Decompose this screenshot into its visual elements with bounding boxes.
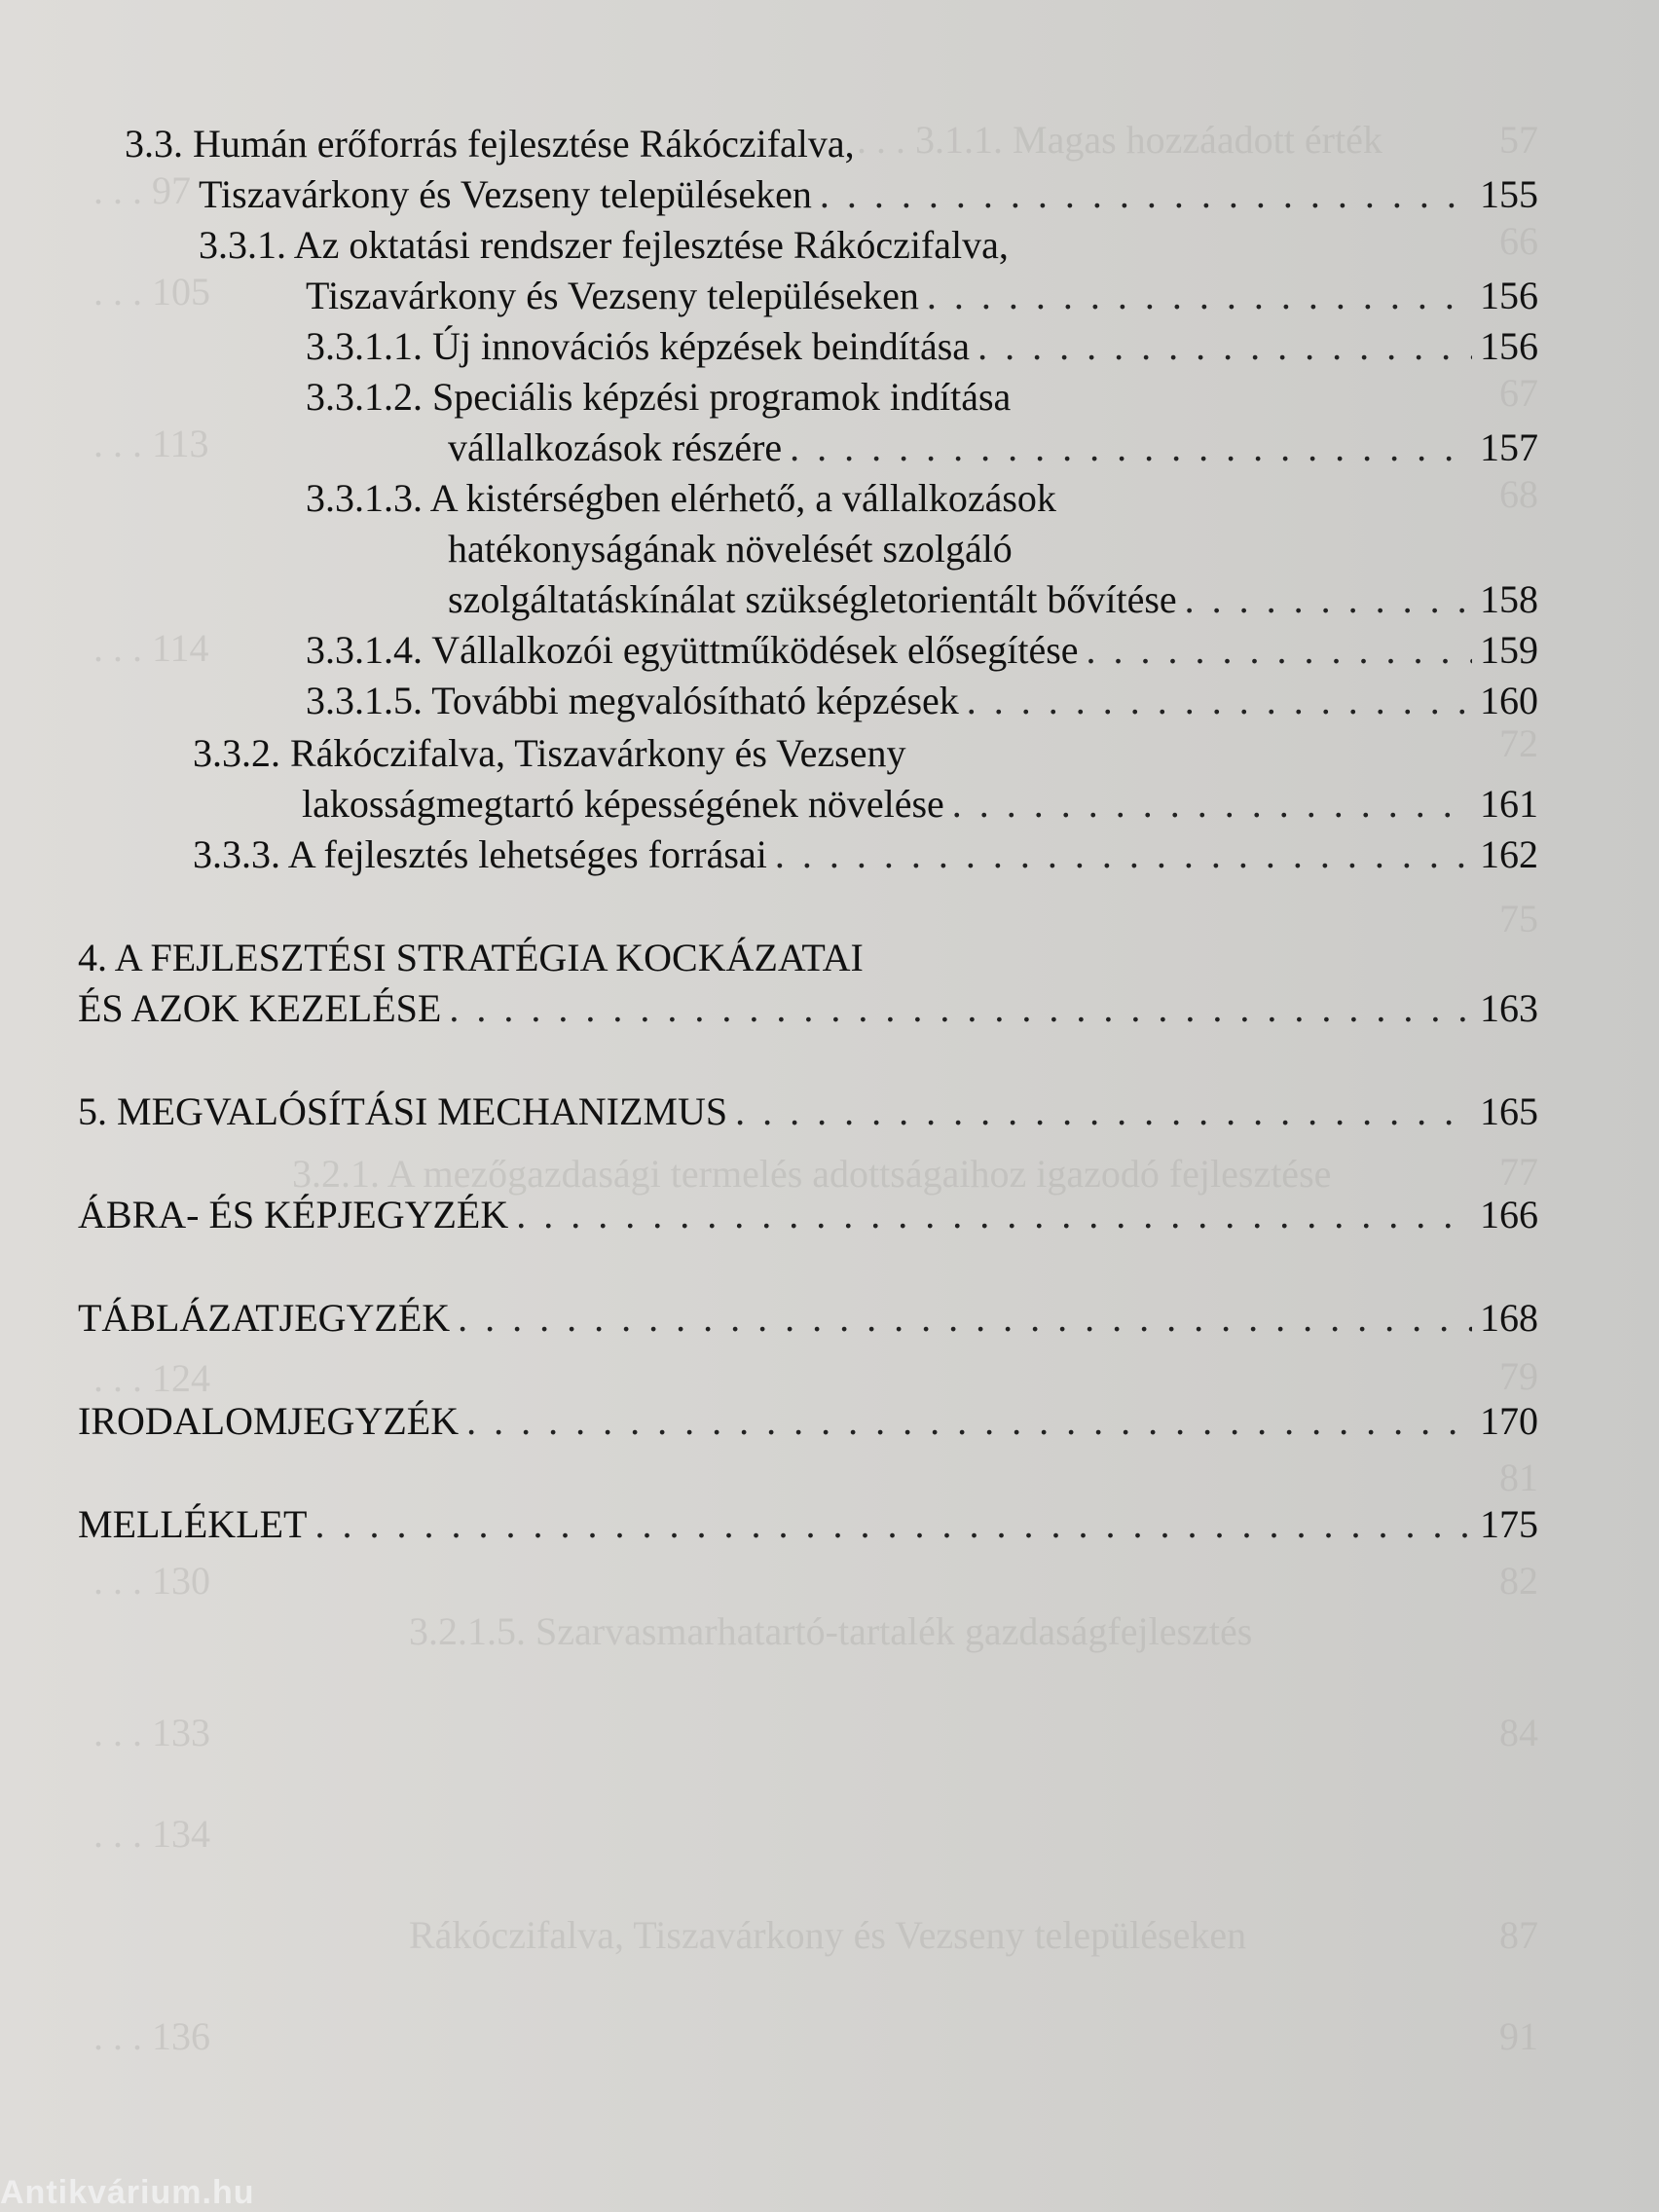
toc-entry-3-3-1-4-title: 3.3.1.4. Vállalkozói együttműködések elősegítése — [306, 628, 1079, 672]
toc-entry-bibliography-title: IRODALOMJEGYZÉK — [78, 1399, 460, 1443]
toc-entry-figures-title: ÁBRA- ÉS KÉPJEGYZÉK — [78, 1193, 509, 1236]
leader-dots — [952, 779, 1472, 830]
leader-dots — [466, 1396, 1472, 1447]
toc-entry-3-3-1-title: 3.3.1. Az oktatási rendszer fejlesztése Rákóczifalva, — [199, 223, 1009, 267]
toc-entry-tables[interactable] — [78, 1293, 1538, 1344]
toc-entry-5-title: 5. MEGVALÓSÍTÁSI MECHANIZMUS — [78, 1089, 728, 1133]
page-number: 175 — [1480, 1502, 1538, 1546]
page-number: 170 — [1480, 1399, 1538, 1443]
leader-dots — [775, 830, 1472, 880]
leader-dots — [458, 1293, 1472, 1344]
toc-entry-3-3-1-2-title-cont: vállalkozások részére — [448, 425, 783, 469]
toc-entry-tables-title: TÁBLÁZATJEGYZÉK — [78, 1296, 451, 1340]
toc-entry-4-title: 4. A FEJLESZTÉSI STRATÉGIA KOCKÁZATAI — [78, 936, 864, 979]
leader-dots — [315, 1499, 1473, 1550]
toc-entry-3-3-1[interactable] — [306, 271, 1538, 321]
toc-entry-3-3-3[interactable] — [193, 830, 1538, 880]
page-number: 158 — [1480, 577, 1538, 621]
page-number: 161 — [1480, 782, 1538, 826]
toc-entry-appendix-title: MELLÉKLET — [78, 1502, 308, 1546]
toc-entry-3-3-1-1-title: 3.3.1.1. Új innovációs képzések beindítása — [306, 324, 971, 368]
toc-entry-3-3-1-4[interactable] — [306, 625, 1538, 676]
leader-dots — [516, 1190, 1472, 1240]
leader-dots — [927, 271, 1472, 321]
page-number: 155 — [1480, 172, 1538, 216]
toc-entry-4[interactable] — [78, 983, 1538, 1034]
toc-entry-3-3-3-title: 3.3.3. A fejlesztés lehetséges forrásai — [193, 832, 767, 876]
toc-entry-3-3-1-5[interactable] — [306, 676, 1538, 726]
leader-dots — [449, 983, 1472, 1034]
toc-entry-3-3-2-title: 3.3.2. Rákóczifalva, Tiszavárkony és Vezseny — [193, 731, 906, 775]
leader-dots — [820, 169, 1472, 220]
leader-dots — [1185, 574, 1472, 625]
page-number: 156 — [1480, 274, 1538, 317]
toc-entry-3-3-1-3-title-cont: hatékonyságának növelését szolgáló — [448, 527, 1013, 571]
leader-dots — [735, 1087, 1472, 1137]
toc-entry-3-3-1-2[interactable] — [448, 423, 1538, 473]
leader-dots — [977, 321, 1472, 372]
toc-entry-3-3-1-5-title: 3.3.1.5. További megvalósítható képzések — [306, 679, 959, 722]
toc-entry-3-3-2[interactable] — [302, 779, 1538, 830]
page-number: 162 — [1480, 832, 1538, 876]
toc-entry-3-3-title: 3.3. Humán erőforrás fejlesztése Rákóczifalva, — [125, 122, 855, 166]
toc-entry-5[interactable] — [78, 1087, 1538, 1137]
leader-dots — [1087, 625, 1472, 676]
toc-entry-3-3-title-cont: Tiszavárkony és Vezseny településeken — [199, 172, 812, 216]
toc-entry-4-title-cont: ÉS AZOK KEZELÉSE — [78, 986, 442, 1030]
page-number: 157 — [1480, 425, 1538, 469]
page-number: 163 — [1480, 986, 1538, 1030]
toc-entry-bibliography[interactable] — [78, 1396, 1538, 1447]
toc-entry-appendix[interactable] — [78, 1499, 1538, 1550]
toc-entry-3-3-1-2-title: 3.3.1.2. Speciális képzési programok indítása — [306, 375, 1012, 419]
toc-entry-3-3-1-3[interactable] — [448, 574, 1538, 625]
toc-entry-3-3-1-3-title-end: szolgáltatáskínálat szükségletorientált bővítése — [448, 577, 1177, 621]
toc-entry-3-3-2-title-cont: lakosságmegtartó képességének növelése — [302, 782, 944, 826]
page-number: 156 — [1480, 324, 1538, 368]
page-number: 166 — [1480, 1193, 1538, 1236]
toc-entry-3-3-1-1[interactable] — [306, 321, 1538, 372]
page-number: 160 — [1480, 679, 1538, 722]
page-number: 168 — [1480, 1296, 1538, 1340]
reverse-page-show-through: . . . 3.1.1. Magas hozzáadott érték 57 66 67 68 72 75 77 79 81 82 84 87 91 . . . 97 . . . 105 . . . 113 . . . 114 . . . 124 . . . 130 . . . 133 . . . 134 . . . 136 3.2.1. A mezőgazdasági termelés adottságaihoz igazodó fejlesztése 3.2.1.5. Szarvasmarhatartó-tartalék gazdaságfejlesztés Rákóczifalva, Tiszavárkony és Vezseny településeken — [93, 118, 1538, 2058]
leader-dots — [967, 676, 1472, 726]
toc-entry-figures[interactable] — [78, 1190, 1538, 1240]
toc-entry-3-3-1-3-title: 3.3.1.3. A kistérségben elérhető, a vállalkozások — [306, 476, 1056, 520]
watermark-text: Antikvárium.hu — [0, 2174, 255, 2211]
toc-entry-3-3-1-title-cont: Tiszavárkony és Vezseny településeken — [306, 274, 919, 317]
toc-entry-3-3[interactable] — [199, 169, 1538, 220]
leader-dots — [790, 423, 1472, 473]
page-number: 159 — [1480, 628, 1538, 672]
page-number: 165 — [1480, 1089, 1538, 1133]
